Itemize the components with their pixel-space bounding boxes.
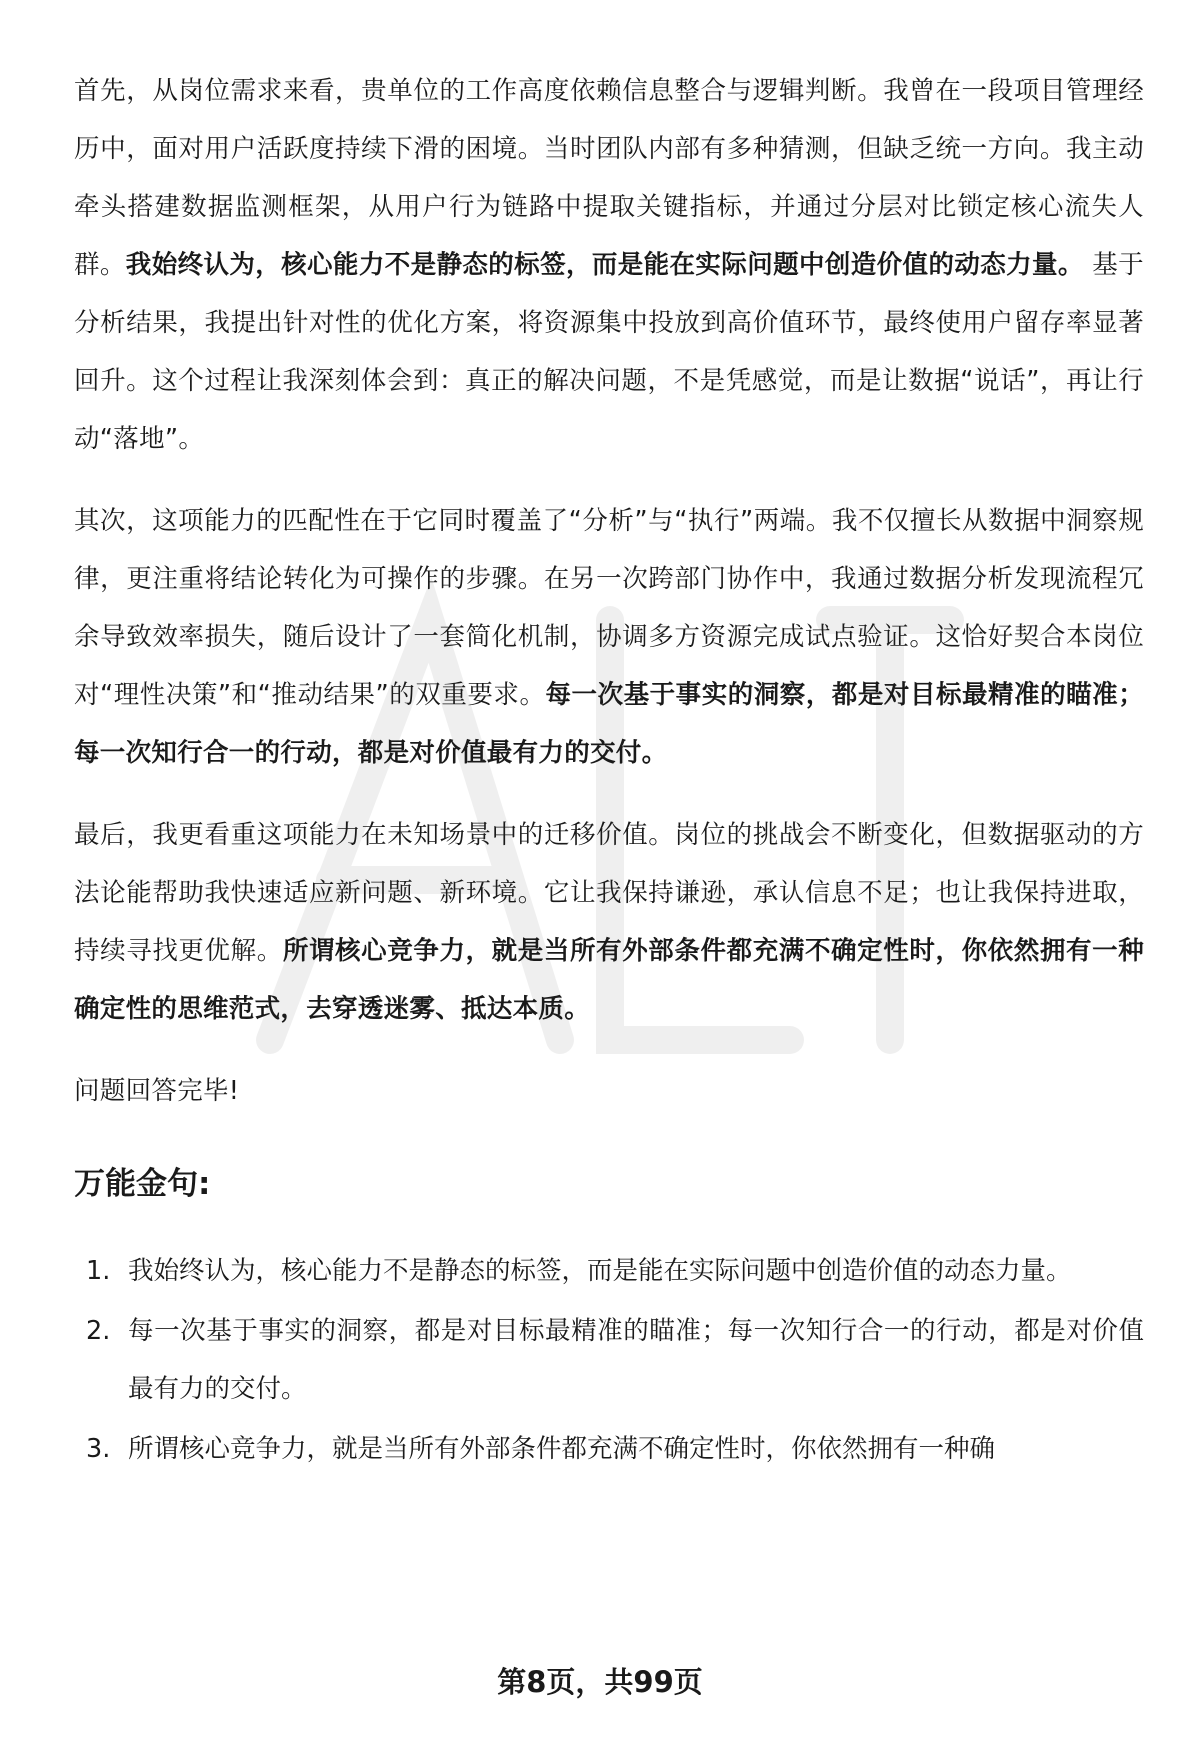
paragraph-2 bbox=[74, 492, 1144, 782]
list-item bbox=[86, 1420, 1144, 1478]
document-body bbox=[74, 62, 1144, 1480]
list-text: 所谓核心竞争力，就是当所有外部条件都充满不确定性时，你依然拥有一种确 bbox=[128, 1434, 996, 1464]
section-heading: 万能金句: bbox=[74, 1166, 211, 1202]
list-number: 3. bbox=[86, 1434, 111, 1464]
list-item bbox=[86, 1302, 1144, 1418]
list-number: 1. bbox=[86, 1256, 111, 1286]
list-number: 2. bbox=[86, 1316, 111, 1346]
paragraph-3-text: 最后，我更看重这项能力在未知场景中的迁移价值。岗位的挑战会不断变化，但数据驱动的方法论能帮助我快速适应新问题、新环境。它让我保持谦逊，承认信息不足；也让我保持进取，持续寻找更优解。 bbox=[74, 820, 1144, 966]
paragraph-1 bbox=[74, 62, 1144, 468]
paragraph-2-highlight: 每一次基于事实的洞察，都是对目标最精准的瞄准；每一次知行合一的行动，都是对价值最有力的交付。 bbox=[74, 680, 1145, 768]
closing-line: 问题回答完毕! bbox=[74, 1076, 240, 1106]
list-item bbox=[86, 1242, 1144, 1300]
paragraph-1-text: 首先，从岗位需求来看，贵单位的工作高度依赖信息整合与逻辑判断。我曾在一段项目管理经历中，面对用户活跃度持续下滑的困境。当时团队内部有多种猜测，但缺乏统一方向。我主动牵头搭建数据监测框架，从用户行为链路中提取关键指标，并通过分层对比锁定核心流失人群。 bbox=[74, 76, 1144, 280]
paragraph-3 bbox=[74, 806, 1144, 1038]
paragraph-2-text: 其次，这项能力的匹配性在于它同时覆盖了“分析”与“执行”两端。我不仅擅长从数据中洞察规律，更注重将结论转化为可操作的步骤。在另一次跨部门协作中，我通过数据分析发现流程冗余导致效率损失，随后设计了一套简化机制，协调多方资源完成试点验证。这恰好契合本岗位对“理性决策”和“推动结果”的双重要求。 bbox=[74, 506, 1144, 710]
list-text: 我始终认为，核心能力不是静态的标签，而是能在实际问题中创造价值的动态力量。 bbox=[128, 1256, 1072, 1286]
list-text: 每一次基于事实的洞察，都是对目标最精准的瞄准；每一次知行合一的行动，都是对价值最有力的交付。 bbox=[128, 1316, 1144, 1404]
paragraph-3-highlight: 所谓核心竞争力，就是当所有外部条件都充满不确定性时，你依然拥有一种确定性的思维范式，去穿透迷雾、抵达本质。 bbox=[74, 936, 1144, 1024]
paragraph-1-text-end: 基于分析结果，我提出针对性的优化方案，将资源集中投放到高价值环节，最终使用户留存率显著回升。这个过程让我深刻体会到：真正的解决问题，不是凭感觉，而是让数据“说话”，再让行动“落地”。 bbox=[74, 250, 1144, 454]
quote-list bbox=[74, 1242, 1144, 1478]
page-number: 第8页，共99页 bbox=[497, 1665, 703, 1699]
paragraph-1-highlight: 我始终认为，核心能力不是静态的标签，而是能在实际问题中创造价值的动态力量。 bbox=[125, 250, 1084, 280]
